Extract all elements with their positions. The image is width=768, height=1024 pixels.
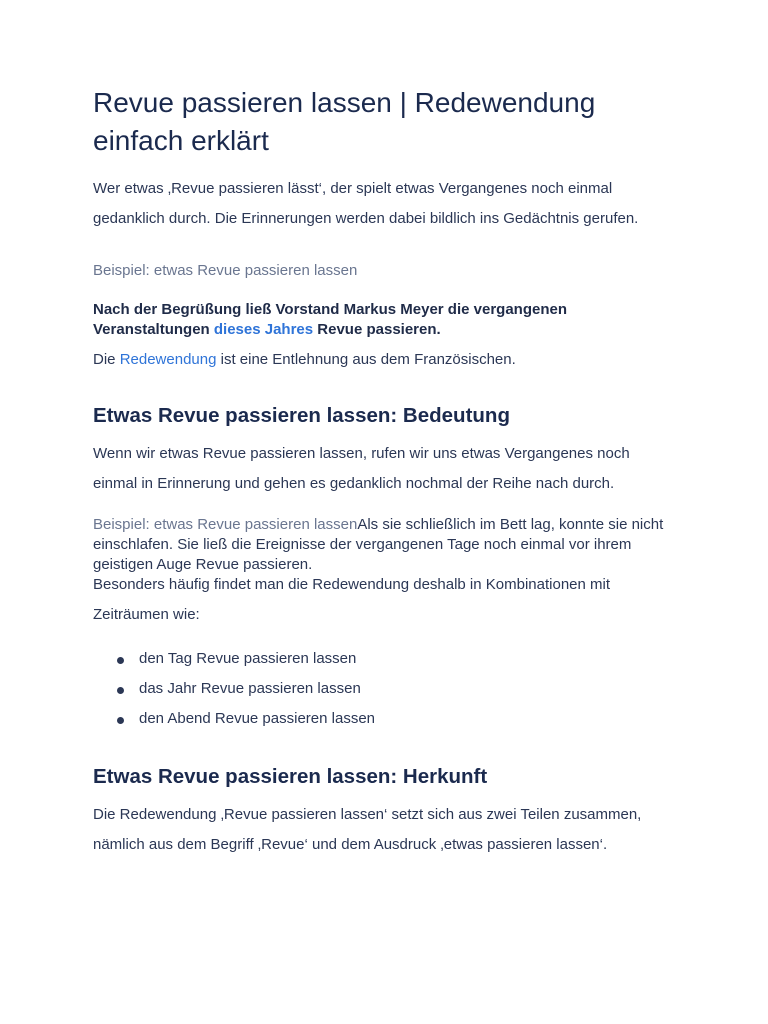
page-title: Revue passieren lassen | Redewendung einfach erklärt [93,87,596,156]
intro-paragraph: Wer etwas ‚Revue passieren lässt‘, der spielt etwas Vergangenes noch einmal gedanklich durch. Die Erinnerungen werden dabei bildlich ins Gedächtnis gerufen. [93,180,639,227]
list-item-text: den Abend Revue passieren lassen [139,710,376,727]
section-heading-bedeutung: Etwas Revue passieren lassen: Bedeutung [93,404,510,427]
list-item-text: das Jahr Revue passieren lassen [139,680,361,697]
bullet-icon [117,717,124,724]
example-sentence [93,300,613,340]
example-sentence-end: Revue passieren. [313,321,441,338]
bullet-icon [117,687,124,694]
example-label: Beispiel: etwas Revue passieren lassen [93,262,358,279]
link-dieses-jahres[interactable]: dieses Jahres [213,321,314,338]
meaning-example [93,515,676,575]
meaning-example-text: Als sie schließlich im Bett lag, konnte sie nicht einschlafen. Sie ließ die Ereignisse der vergangenen Tage noch einmal vor ihrem geistigen Auge Revue passieren. [93,516,664,573]
origin-note-suffix: ist eine Entlehnung aus dem Französischen. [216,351,516,368]
list-item [117,704,676,734]
meaning-paragraph: Wenn wir etwas Revue passieren lassen, rufen wir uns etwas Vergangenes noch einmal in Erinnerung und gehen es gedanklich nochmal der Reihe nach durch. [93,445,630,492]
bullet-icon [117,657,124,664]
combinations-list [93,644,676,734]
origin-note [93,350,676,370]
origin-note-prefix: Die [93,351,120,368]
section-heading-herkunft: Etwas Revue passieren lassen: Herkunft [93,765,488,788]
origin-paragraph: Die Redewendung ‚Revue passieren lassen‘ setzt sich aus zwei Teilen zusammen, nämlich aus dem Begriff ‚Revue‘ und dem Ausdruck ‚etwas passieren lassen‘. [93,806,642,853]
list-item-text: den Tag Revue passieren lassen [139,650,357,667]
list-item [117,644,676,674]
link-redewendung[interactable]: Redewendung [119,351,217,368]
combinations-intro: Besonders häufig findet man die Redewendung deshalb in Kombinationen mit Zeiträumen wie: [93,576,611,623]
example-sentence-start: Nach der Begrüßung ließ Vorstand Markus Meyer die vergangenen Veranstaltungen [93,301,568,338]
list-item [117,674,676,704]
meaning-example-label: Beispiel: etwas Revue passieren lassen [93,516,358,533]
